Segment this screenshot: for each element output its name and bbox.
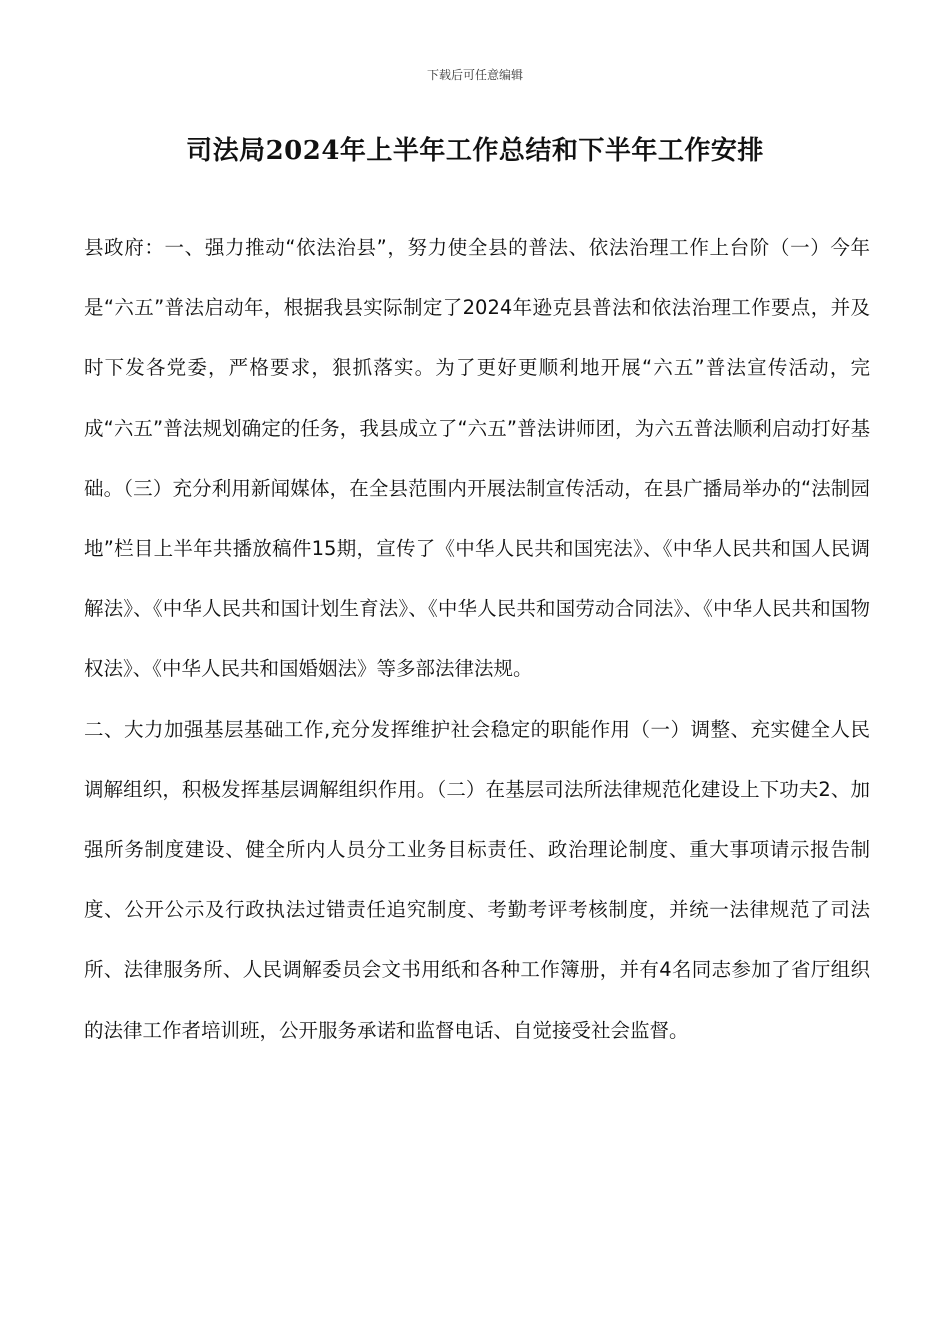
document-title: 司法局2024年上半年工作总结和下半年工作安排 <box>186 136 764 166</box>
header-note: 下载后可任意编辑 <box>426 68 523 82</box>
paragraph-1: 县政府：一、强力推动“依法治县”，努力使全县的普法、依法治理工作上台阶（一）今年是“六五”普法启动年，根据我县实际制定了2024年逊克县普法和依法治理工作要点，并及时下发各党委，严格要求，狠抓落实。为了更好更顺利地开展“六五”普法宣传活动，完成“六五”普法规划确定的任务，我县成立了“六五”普法讲师团，为六五普法顺利启动打好基础。（三）充分利用新闻媒体，在全县范围内开展法制宣传活动，在县广播局举办的“法制园地”栏目上半年共播放稿件15期，宣传了《中华人民共和国宪法》、《中华人民共和国人民调解法》、《中华人民共和国计划生育法》、《中华人民共和国劳动合同法》、《中华人民共和国物权法》、《中华人民共和国婚姻法》等多部法律法规。 <box>84 236 870 681</box>
document-body <box>84 218 870 1061</box>
paragraph-2: 二、大力加强基层基础工作,充分发挥维护社会稳定的职能作用（一）调整、充实健全人民调解组织，积极发挥基层调解组织作用。（二）在基层司法所法律规范化建设上下功夫2、加强所务制度建设、健全所内人员分工业务目标责任、政治理论制度、重大事项请示报告制度、公开公示及行政执法过错责任追究制度、考勤考评考核制度，并统一法律规范了司法所、法律服务所、人民调解委员会文书用纸和各种工作簿册，并有4名同志参加了省厅组织的法律工作者培训班，公开服务承诺和监督电话、自觉接受社会监督。 <box>84 717 870 1042</box>
